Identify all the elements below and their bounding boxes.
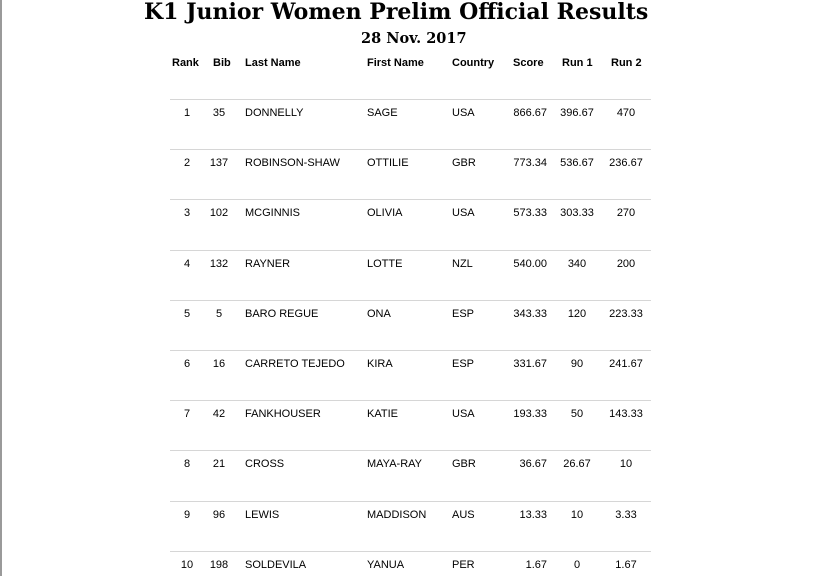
cell-bib: 198 xyxy=(209,559,229,571)
row-divider xyxy=(170,149,651,150)
cell-run2: 200 xyxy=(616,258,636,270)
cell-country: GBR xyxy=(452,458,476,470)
cell-run1: 396.67 xyxy=(560,107,594,119)
row-divider xyxy=(170,300,651,301)
cell-country: USA xyxy=(452,107,475,119)
header-bib: Bib xyxy=(213,57,231,69)
cell-run1: 0 xyxy=(573,559,581,571)
cell-rank: 9 xyxy=(183,509,191,521)
cell-run2: 223.33 xyxy=(609,308,643,320)
cell-country: GBR xyxy=(452,157,476,169)
row-divider xyxy=(170,99,651,100)
cell-run1: 536.67 xyxy=(560,157,594,169)
cell-rank: 2 xyxy=(183,157,191,169)
header-score: Score xyxy=(513,57,544,69)
cell-rank: 5 xyxy=(183,308,191,320)
table-row xyxy=(0,501,817,551)
cell-run1: 26.67 xyxy=(563,458,591,470)
cell-rank: 3 xyxy=(183,207,191,219)
cell-first-name: MADDISON xyxy=(367,509,427,521)
cell-run1: 340 xyxy=(567,258,587,270)
cell-bib: 16 xyxy=(212,358,226,370)
row-divider xyxy=(170,501,651,502)
row-divider xyxy=(170,350,651,351)
table-row xyxy=(0,300,817,350)
cell-last-name: ROBINSON-SHAW xyxy=(245,157,340,169)
cell-score: 193.33 xyxy=(513,408,547,420)
cell-run1: 303.33 xyxy=(560,207,594,219)
results-date: 28 Nov. 2017 xyxy=(361,30,467,47)
table-row xyxy=(0,400,817,450)
cell-country: PER xyxy=(452,559,475,571)
table-row xyxy=(0,149,817,199)
cell-last-name: MCGINNIS xyxy=(245,207,300,219)
cell-run1: 90 xyxy=(570,358,584,370)
cell-bib: 5 xyxy=(215,308,223,320)
row-divider xyxy=(170,450,651,451)
cell-first-name: OLIVIA xyxy=(367,207,403,219)
cell-rank: 7 xyxy=(183,408,191,420)
cell-score: 540.00 xyxy=(513,258,547,270)
cell-country: ESP xyxy=(452,358,475,370)
cell-last-name: FANKHOUSER xyxy=(245,408,321,420)
cell-bib: 21 xyxy=(212,458,226,470)
header-first-name: First Name xyxy=(367,57,424,69)
cell-first-name: ONA xyxy=(367,308,391,320)
cell-rank: 1 xyxy=(183,107,191,119)
cell-rank: 6 xyxy=(183,358,191,370)
cell-bib: 42 xyxy=(212,408,226,420)
table-row xyxy=(0,450,817,500)
cell-rank: 4 xyxy=(183,258,191,270)
cell-country: USA xyxy=(452,207,475,219)
cell-bib: 137 xyxy=(209,157,229,169)
cell-first-name: OTTILIE xyxy=(367,157,409,169)
cell-run2: 236.67 xyxy=(609,157,643,169)
cell-first-name: KATIE xyxy=(367,408,398,420)
cell-run2: 1.67 xyxy=(615,559,637,571)
cell-bib: 96 xyxy=(212,509,226,521)
cell-last-name: SOLDEVILA xyxy=(245,559,307,571)
cell-run2: 241.67 xyxy=(609,358,643,370)
cell-last-name: BARO REGUE xyxy=(245,308,319,320)
table-row xyxy=(0,250,817,300)
cell-run2: 10 xyxy=(619,458,633,470)
cell-last-name: DONNELLY xyxy=(245,107,304,119)
cell-score: 36.67 xyxy=(519,458,547,470)
cell-country: AUS xyxy=(452,509,475,521)
cell-score: 343.33 xyxy=(513,308,547,320)
cell-bib: 132 xyxy=(209,258,229,270)
header-country: Country xyxy=(452,57,495,69)
header-last-name: Last Name xyxy=(245,57,301,69)
cell-score: 773.34 xyxy=(513,157,547,169)
cell-rank: 10 xyxy=(180,559,194,571)
cell-first-name: YANUA xyxy=(367,559,405,571)
page-title: K1 Junior Women Prelim Official Results xyxy=(144,0,649,25)
cell-score: 13.33 xyxy=(519,509,547,521)
cell-score: 866.67 xyxy=(513,107,547,119)
cell-run1: 10 xyxy=(570,509,584,521)
row-divider xyxy=(170,199,651,200)
cell-score: 573.33 xyxy=(513,207,547,219)
cell-run2: 470 xyxy=(616,107,636,119)
cell-run1: 50 xyxy=(570,408,584,420)
cell-run2: 143.33 xyxy=(609,408,643,420)
cell-last-name: CARRETO TEJEDO xyxy=(245,358,345,370)
cell-bib: 102 xyxy=(209,207,229,219)
row-divider xyxy=(170,551,651,552)
row-divider xyxy=(170,250,651,251)
cell-run2: 3.33 xyxy=(615,509,637,521)
table-row xyxy=(0,551,817,576)
header-run1: Run 1 xyxy=(562,57,593,69)
cell-score: 331.67 xyxy=(513,358,547,370)
cell-country: USA xyxy=(452,408,475,420)
header-run2: Run 2 xyxy=(611,57,642,69)
cell-rank: 8 xyxy=(183,458,191,470)
cell-score: 1.67 xyxy=(525,559,547,571)
cell-last-name: RAYNER xyxy=(245,258,291,270)
cell-country: ESP xyxy=(452,308,475,320)
row-divider xyxy=(170,400,651,401)
cell-first-name: SAGE xyxy=(367,107,398,119)
cell-first-name: MAYA-RAY xyxy=(367,458,423,470)
header-rank: Rank xyxy=(172,57,199,69)
cell-last-name: LEWIS xyxy=(245,509,280,521)
cell-first-name: KIRA xyxy=(367,358,393,370)
cell-first-name: LOTTE xyxy=(367,258,403,270)
table-row xyxy=(0,99,817,149)
cell-country: NZL xyxy=(452,258,473,270)
cell-run1: 120 xyxy=(567,308,587,320)
table-row xyxy=(0,350,817,400)
cell-last-name: CROSS xyxy=(245,458,285,470)
cell-run2: 270 xyxy=(616,207,636,219)
table-row xyxy=(0,199,817,249)
cell-bib: 35 xyxy=(212,107,226,119)
